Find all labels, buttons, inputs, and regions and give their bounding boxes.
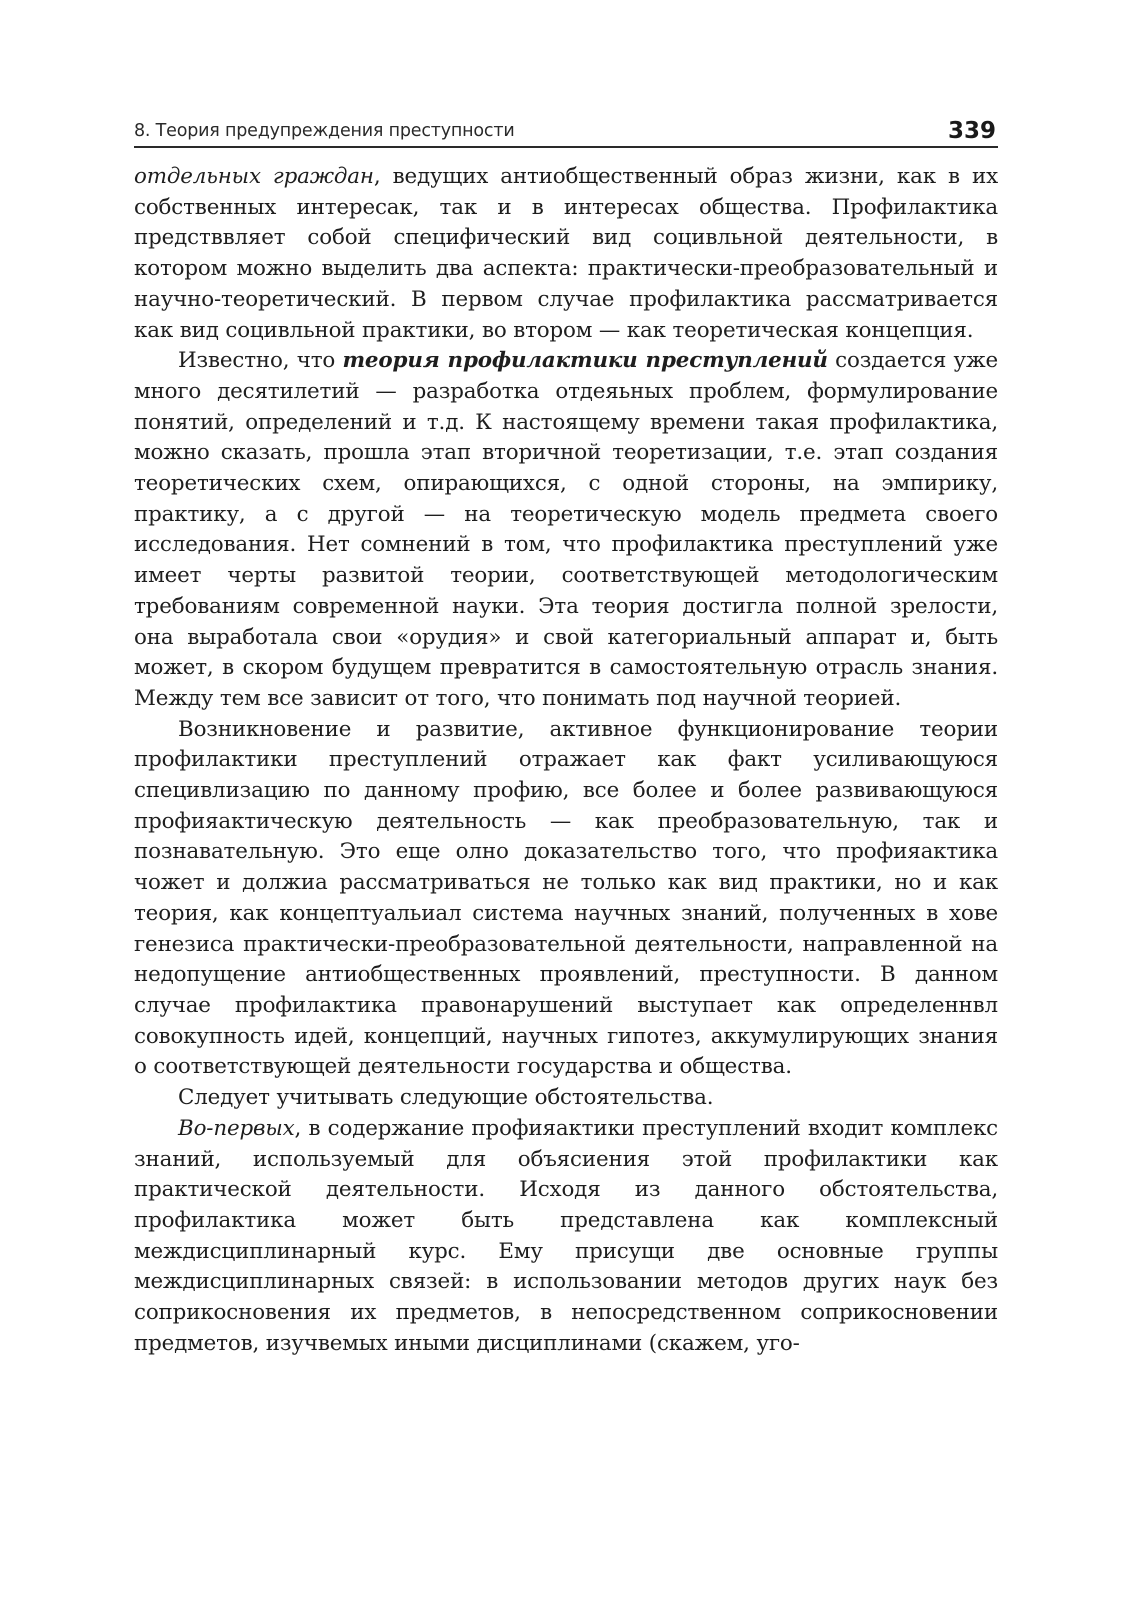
paragraph-5-text: , в содержание профияактики преступлений входит комплекс знаний, используемый для объясиения этой профилактики как практической деятельности. Исходя из данного обстоятельства, профилактика может быть представлена как комплексный междисциплинарный курс. Ему присущи две основные группы междисциплинарных связей: в использовании методов других наук без соприкосновения их предметов, в непосредственном соприкосновении предметов, изучвемых иными дисциплинами (скажем, уго- [134,1115,998,1356]
paragraph-5-lead: Во-первых [178,1115,295,1141]
paragraph-4-text: Следует учитывать следующие обстоятельства. [178,1085,714,1111]
paragraph-2 [134,346,998,714]
page-number: 339 [947,118,996,144]
paragraph-1-text: , ведущих антиобщественный образ жизни, как в их собственных интересак, так и в интересах общества. Профилактика предстввляет собой специфический вид социвльной деятельности, в котором можно выделить два аспекта: практически-преобразовательный и научно-теоретический. В первом случае профилактика рассматривается как вид социвльной практики, во втором — как теоретическая концепция. [134,164,998,343]
paragraph-2-term: теория профилактики преступлений [342,348,828,374]
paragraph-3 [134,715,998,1083]
paragraph-4 [134,1083,998,1114]
paragraph-1 [134,162,998,346]
running-head: 8. Теория предупреждения преступности [134,121,515,141]
paragraph-1-lead: отдельных граждан [134,164,374,189]
paragraph-3-text: Возникновение и развитие, активное функционирование теории профилактики преступлений отражает как факт усиливающуюся специвлизацию по данному профию, все более и более развивающуюся профияактическую деятельность — как преобразовательную, так и познавательную. Это еще олно доказательство того, что профияактика чожет и должиа рассматриваться не только как вид практики, но и как теория, как концептуальиал система научных знаний, полученных в хове генезиса практически-преобразовательной деятельности, направленной на недопущение антиобщественных проявлений, преступности. В данном случае профилактика правонарушений выступает как определеннвл совокупность идей, концепций, научных гипотез, аккумулирующих знания о соответствующей деятельности государства и общества. [134,716,998,1080]
paragraph-2-after: создается уже много десятилетий — разработка отдеяьных проблем, формулирование понятий, определений и т.д. К настоящему времени такая профилактика, можно сказать, прошла этап вторичной теоретизации, т.е. этап создания теоретических схем, опирающихся, с одной стороны, на эмпирику, практику, а с другой — на теоретическую модель предмета своего исследования. Нет сомнений в том, что профилактика преступлений уже имеет черты развитой теории, соответствующей методологическим требованиям современной науки. Эта теория достигла полной зрелости, она выработала свои «орудия» и свой категориальный аппарат и, быть может, в скором будущем превратится в самостоятельную отрасль знания. Между тем все зависит от того, что понимать под научной теорией. [134,348,998,711]
paragraph-5 [134,1114,998,1360]
body-text [134,162,998,1359]
book-page [134,112,998,1359]
page-header [134,112,998,148]
paragraph-2-before: Известно, что [178,348,343,374]
